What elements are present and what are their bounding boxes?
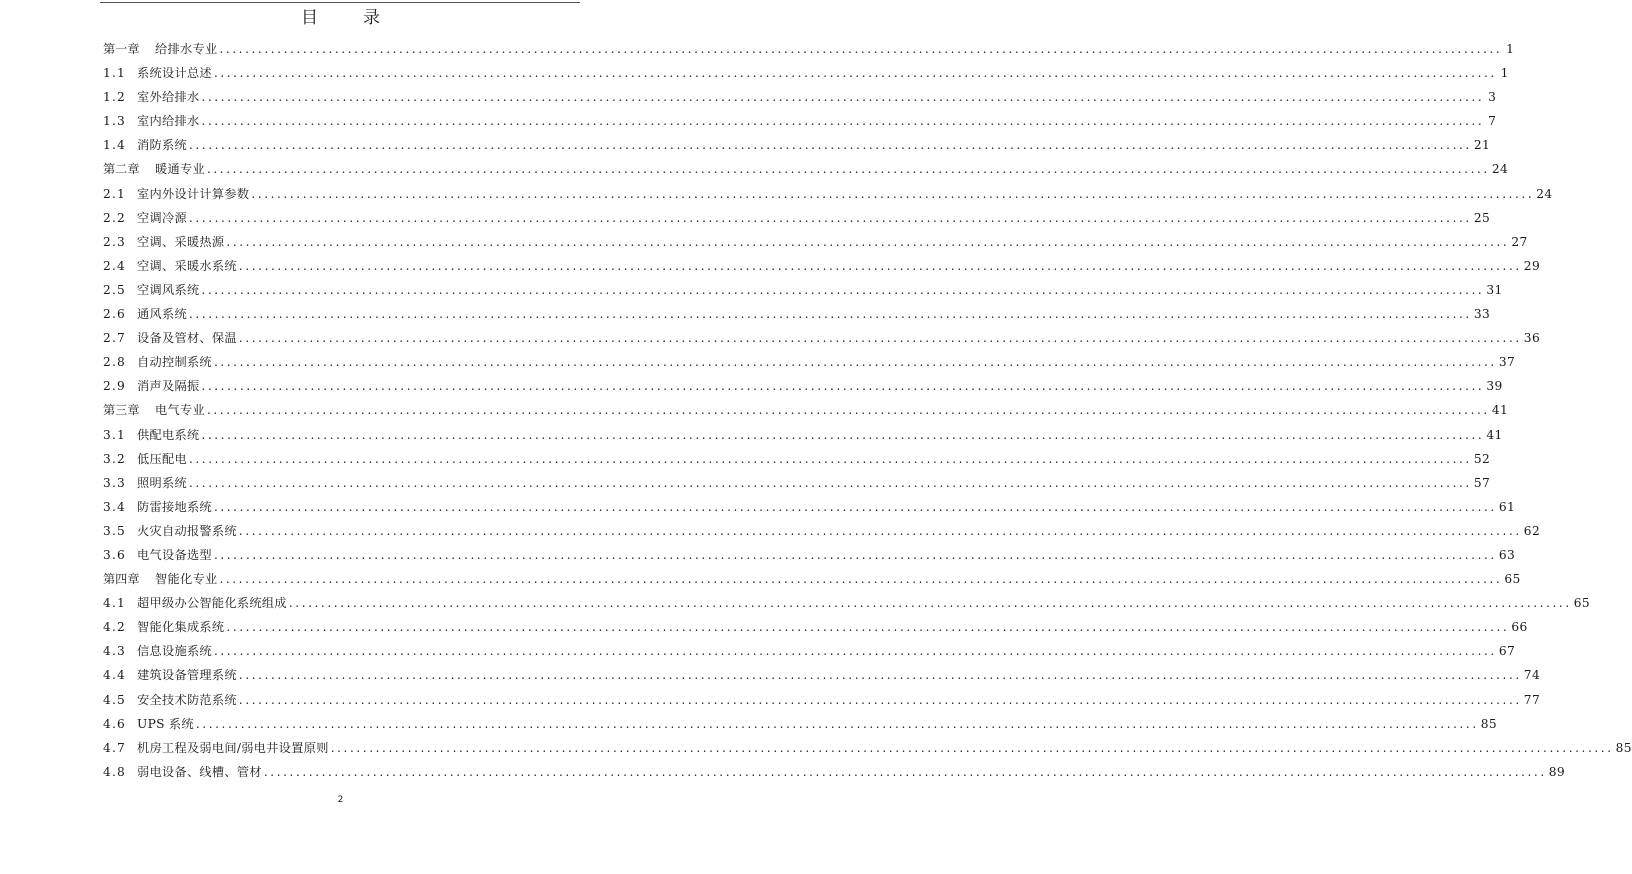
toc-section-entry[interactable]	[103, 182, 1553, 206]
dot-leader: ........................................................................................................................................................................................................	[206, 162, 1490, 177]
dot-leader: ........................................................................................................................................................................................................	[201, 427, 1485, 442]
toc-entry-page: 21	[1473, 138, 1491, 153]
toc-section-entry[interactable]	[103, 230, 1528, 254]
toc-section-entry[interactable]	[103, 591, 1591, 615]
toc-section-entry[interactable]	[103, 447, 1491, 471]
page-title: 目 录	[301, 8, 394, 28]
dot-leader: ........................................................................................................................................................................................................	[226, 620, 1510, 635]
toc-entry-page: 27	[1511, 234, 1528, 249]
toc-entry-title: 机房工程及弱电间/弱电井设置原则	[137, 740, 329, 755]
toc-entry-number: 4.7	[103, 740, 126, 755]
dot-leader: ........................................................................................................................................................................................................	[188, 138, 1472, 153]
toc-section-entry[interactable]	[103, 760, 1566, 784]
toc-entry-page: 77	[1523, 692, 1541, 707]
toc-section-entry[interactable]	[103, 326, 1541, 350]
toc-entry-number: 第四章	[103, 572, 140, 587]
toc-entry-page: 39	[1486, 379, 1503, 394]
toc-entry-page: 74	[1523, 668, 1541, 683]
toc-entry-page: 31	[1486, 282, 1503, 297]
toc-chapter-entry[interactable]	[103, 37, 1515, 61]
dot-leader: ........................................................................................................................................................................................................	[263, 764, 1547, 779]
dot-leader: ........................................................................................................................................................................................................	[188, 307, 1472, 322]
toc-entry-page: 57	[1473, 475, 1491, 490]
toc-chapter-entry[interactable]	[103, 398, 1509, 422]
dot-leader: ........................................................................................................................................................................................................	[188, 475, 1472, 490]
toc-entry-page: 7	[1488, 114, 1497, 129]
toc-entry-title: 空调、采暖水系统	[137, 258, 237, 273]
dot-leader: ........................................................................................................................................................................................................	[201, 90, 1485, 105]
toc-entry-title: 低压配电	[137, 451, 187, 466]
toc-section-entry[interactable]	[103, 495, 1516, 519]
dot-leader: ........................................................................................................................................................................................................	[213, 66, 1497, 81]
toc-section-entry[interactable]	[103, 278, 1503, 302]
toc-entry-page: 24	[1536, 186, 1553, 201]
toc-entry-title: 室外给排水	[137, 90, 200, 105]
toc-entry-title: 自动控制系统	[137, 355, 212, 370]
toc-entry-title: 超甲级办公智能化系统组成	[137, 596, 287, 611]
toc-section-entry[interactable]	[103, 543, 1516, 567]
dot-leader: ........................................................................................................................................................................................................	[238, 258, 1522, 273]
toc-entry-title: 火灾自动报警系统	[137, 523, 237, 538]
toc-entry-title: 消防系统	[137, 138, 187, 153]
toc-entry-number: 3.2	[103, 451, 126, 466]
toc-entry-number: 3.6	[103, 547, 126, 562]
toc-entry-page: 29	[1523, 258, 1541, 273]
toc-entry-page: 37	[1498, 355, 1516, 370]
toc-entry-number: 4.2	[103, 620, 126, 635]
toc-entry-title: 建筑设备管理系统	[137, 668, 237, 683]
toc-entry-number: 4.5	[103, 692, 126, 707]
toc-entry-page: 24	[1491, 162, 1509, 177]
toc-entry-title: 供配电系统	[137, 427, 200, 442]
toc-entry-number: 3.5	[103, 523, 126, 538]
page-number: 2	[337, 795, 344, 805]
toc-entry-title: 智能化专业	[155, 572, 218, 587]
toc-entry-title: 信息设施系统	[137, 644, 212, 659]
toc-entry-title: 电气专业	[155, 403, 205, 418]
toc-entry-title: 系统设计总述	[137, 66, 212, 81]
toc-entry-page: 63	[1498, 547, 1516, 562]
toc-entry-number: 1.3	[103, 114, 126, 129]
toc-entry-number: 3.1	[103, 427, 126, 442]
toc-entry-number: 4.1	[103, 596, 126, 611]
dot-leader: ........................................................................................................................................................................................................	[206, 403, 1490, 418]
toc-entry-title: 弱电设备、线槽、管材	[137, 764, 262, 779]
toc-entry-title: 消声及隔振	[137, 379, 200, 394]
dot-leader: ........................................................................................................................................................................................................	[201, 379, 1485, 394]
dot-leader: ........................................................................................................................................................................................................	[330, 740, 1614, 755]
toc-chapter-entry[interactable]	[103, 157, 1509, 181]
toc-entry-title: 智能化集成系统	[137, 620, 225, 635]
toc-entry-number: 4.3	[103, 644, 126, 659]
dot-leader: ........................................................................................................................................................................................................	[238, 668, 1522, 683]
toc-section-entry[interactable]	[103, 712, 1498, 736]
toc-section-entry[interactable]	[103, 736, 1632, 760]
toc-entry-page: 62	[1523, 523, 1541, 538]
dot-leader: ........................................................................................................................................................................................................	[238, 331, 1522, 346]
toc-entry-number: 2.8	[103, 355, 126, 370]
dot-leader: ........................................................................................................................................................................................................	[201, 282, 1485, 297]
toc-entry-number: 2.2	[103, 210, 126, 225]
toc-entry-page: 65	[1504, 572, 1521, 587]
toc-entry-title: 空调风系统	[137, 282, 200, 297]
toc-section-entry[interactable]	[103, 519, 1541, 543]
toc-entry-title: 暖通专业	[155, 162, 205, 177]
toc-entry-number: 2.3	[103, 234, 126, 249]
dot-leader: ........................................................................................................................................................................................................	[213, 547, 1497, 562]
toc-entry-title: 给排水专业	[155, 42, 218, 56]
toc-entry-number: 2.5	[103, 282, 126, 297]
toc-entry-number: 2.9	[103, 379, 126, 394]
toc-entry-page: 67	[1498, 644, 1516, 659]
toc-entry-number: 2.1	[103, 186, 126, 201]
toc-section-entry[interactable]	[103, 133, 1491, 157]
dot-leader: ........................................................................................................................................................................................................	[213, 355, 1497, 370]
toc-section-entry[interactable]	[103, 206, 1491, 230]
toc-entry-page: 36	[1523, 331, 1541, 346]
toc-entry-page: 52	[1473, 451, 1491, 466]
dot-leader: ........................................................................................................................................................................................................	[238, 692, 1522, 707]
toc-entry-title: 空调、采暖热源	[137, 234, 225, 249]
toc-entry-number: 4.6	[103, 716, 126, 731]
toc-entry-title: 空调冷源	[137, 210, 187, 225]
toc-section-entry[interactable]	[103, 61, 1509, 85]
toc-section-entry[interactable]	[103, 85, 1497, 109]
toc-entry-title: 照明系统	[137, 475, 187, 490]
toc-entry-number: 3.3	[103, 475, 126, 490]
toc-section-entry[interactable]	[103, 615, 1528, 639]
toc-section-entry[interactable]	[103, 374, 1503, 398]
toc-section-entry[interactable]	[103, 688, 1541, 712]
toc-entry-number: 2.6	[103, 307, 126, 322]
toc-entry-page: 89	[1548, 764, 1566, 779]
toc-entry-title: 防雷接地系统	[137, 499, 212, 514]
table-of-contents	[103, 37, 1632, 784]
toc-entry-page: 66	[1511, 620, 1528, 635]
toc-entry-title: 电气设备选型	[137, 547, 212, 562]
toc-entry-number: 第三章	[103, 403, 140, 418]
dot-leader: ........................................................................................................................................................................................................	[188, 451, 1472, 466]
toc-entry-page: 1	[1506, 42, 1515, 56]
dot-leader: ........................................................................................................................................................................................................	[226, 234, 1510, 249]
toc-entry-title: 安全技术防范系统	[137, 692, 237, 707]
dot-leader: ........................................................................................................................................................................................................	[251, 186, 1535, 201]
toc-entry-page: 3	[1488, 90, 1497, 105]
toc-entry-number: 4.4	[103, 668, 126, 683]
toc-section-entry[interactable]	[103, 302, 1491, 326]
toc-section-entry[interactable]	[103, 663, 1541, 687]
toc-section-entry[interactable]	[103, 350, 1516, 374]
dot-leader: ........................................................................................................................................................................................................	[213, 499, 1497, 514]
toc-entry-page: 61	[1498, 499, 1516, 514]
dot-leader: ........................................................................................................................................................................................................	[195, 716, 1479, 731]
toc-entry-number: 第二章	[103, 162, 140, 177]
toc-entry-title: 室内给排水	[137, 114, 200, 129]
toc-entry-page: 1	[1500, 66, 1509, 81]
toc-section-entry[interactable]	[103, 423, 1503, 447]
toc-entry-page: 85	[1615, 740, 1632, 755]
dot-leader: ........................................................................................................................................................................................................	[213, 644, 1497, 659]
toc-section-entry[interactable]	[103, 109, 1497, 133]
toc-entry-number: 1.1	[103, 66, 126, 81]
toc-entry-page: 33	[1473, 307, 1491, 322]
toc-entry-title: 通风系统	[137, 307, 187, 322]
dot-leader: ........................................................................................................................................................................................................	[288, 596, 1572, 611]
toc-entry-number: 1.4	[103, 138, 126, 153]
toc-entry-page: 65	[1573, 596, 1591, 611]
toc-entry-number: 4.8	[103, 764, 126, 779]
toc-entry-number: 3.4	[103, 499, 126, 514]
toc-entry-title: 设备及管材、保温	[137, 331, 237, 346]
toc-entry-title: 室内外设计计算参数	[137, 186, 250, 201]
dot-leader: ........................................................................................................................................................................................................	[238, 523, 1522, 538]
toc-section-entry[interactable]	[103, 254, 1541, 278]
toc-entry-page: 41	[1486, 427, 1503, 442]
toc-entry-number: 2.7	[103, 331, 126, 346]
toc-entry-number: 2.4	[103, 258, 126, 273]
toc-entry-page: 25	[1473, 210, 1491, 225]
toc-entry-page: 85	[1480, 716, 1498, 731]
toc-entry-title: UPS 系统	[137, 716, 194, 731]
toc-section-entry[interactable]	[103, 471, 1491, 495]
dot-leader: ........................................................................................................................................................................................................	[188, 210, 1472, 225]
toc-section-entry[interactable]	[103, 639, 1516, 663]
dot-leader: ........................................................................................................................................................................................................	[219, 572, 1503, 587]
dot-leader: ........................................................................................................................................................................................................	[201, 114, 1485, 129]
toc-chapter-entry[interactable]	[103, 567, 1521, 591]
toc-entry-page: 41	[1491, 403, 1509, 418]
dot-leader: ........................................................................................................................................................................................................	[219, 42, 1503, 56]
toc-entry-number: 第一章	[103, 42, 140, 56]
toc-entry-number: 1.2	[103, 90, 126, 105]
